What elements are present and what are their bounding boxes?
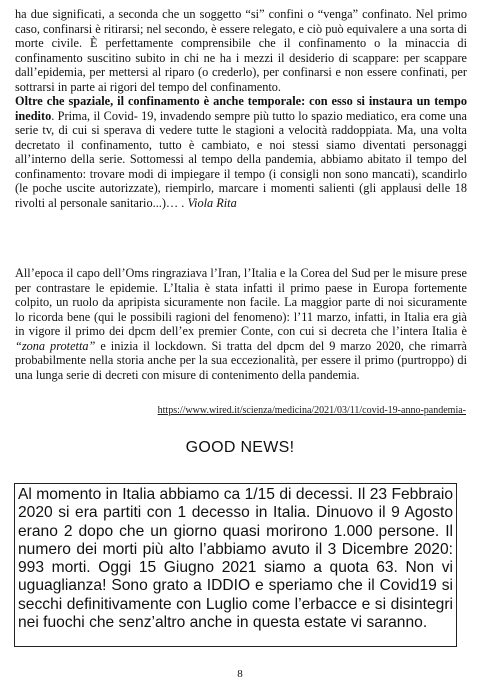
article-paragraph-oms bbox=[15, 266, 467, 382]
paragraph-text: e inizia il lockdown. Si tratta del dpcm del 9 marzo 2020, che rimarrà probabilmente nella storia anche per la sua eccezionalità, per essere il primo (purtroppo) di una lunga serie di decreti con misure di contenimento della pandemia. bbox=[15, 338, 467, 382]
good-news-heading: GOOD NEWS! bbox=[185, 439, 295, 456]
paragraph-text: . Prima, il Covid- 19, invadendo sempre più tutto lo spazio mediatico, era come una serie tv, di cui si sperava di vedere tutte le stagioni a velocità raddoppiata. Ma, una volta decretato il confinamento, tutto è cambiato, e noi stessi siamo diventati personaggi all’interno della serie. Sottomessi al tempo della pandemia, abbiamo abitato il tempo del confinamento: trovare modi di impiegare il tempo (i consigli non sono mancati), scandirlo (le poche uscite autorizzate), riempirlo, marcare i momenti salienti (gli applausi delle 18 rivolti al personale sanitario...)… . bbox=[15, 108, 467, 210]
paragraph-text: ha due significati, a seconda che un soggetto “si” confini o “venga” confinato. Nel primo caso, confinarsi è ritirarsi; nel secondo, è essere relegato, e ciò può equivalere a una sorta di morte civile. È perfettamente comprensibile che il confinamento o la minaccia di confinamento suscitino subito in chi ne ha i mezzi il desiderio di scappare: per scappare dall’epidemia, per mettersi al riparo (o crederlo), per confinarsi e non essere confinati, per sottrarsi in parte ai rigori del tempo del confinamento. bbox=[15, 7, 467, 94]
good-news-text: Al momento in Italia abbiamo ca 1/15 di decessi. Il 23 Febbraio 2020 si era partiti con 1 decesso in Italia. Dinuovo il 9 Agosto erano 2 dopo che un giorno quasi morirono 1.000 persone. Il numero dei morti più alto l’abbiamo avuto il 3 Dicembre 2020: 993 morti. Oggi 15 Giugno 2021 siamo a quota 63. Non vi uguaglianza! Sono grato a IDDIO e speriamo che il Covid19 si secchi definitivamente con Luglio come l’erbacce e si disintegri nei fuochi che senz’altro anche in questa estate vi saranno. bbox=[18, 486, 453, 632]
article-paragraph-confinement bbox=[15, 7, 467, 210]
good-news-box bbox=[14, 483, 457, 647]
bold-statement: Oltre che spaziale, il confinamento è anche temporale: con esso si instaura un tempo inedito bbox=[15, 94, 467, 123]
page-number: 8 bbox=[237, 668, 243, 680]
zona-protetta-quote: “zona protetta” bbox=[15, 338, 96, 353]
author-name: Viola Rita bbox=[187, 195, 237, 210]
source-link[interactable]: https://www.wired.it/scienza/medicina/2021/03/11/covid-19-anno-pandemia- bbox=[157, 405, 466, 416]
paragraph-text: All’epoca il capo dell’Oms ringraziava l’Iran, l’Italia e la Corea del Sud per le misure prese per contrastare le epidemie. L’Italia è stata infatti il primo paese in Europa fortemente colpito, un ruolo da apripista sicuramente non facile. La maggior parte di noi sicuramente lo ricorda bene (qui le possibili ragioni del fenomeno): l’11 marzo, infatti, in Italia era già in vigore il primo dei dpcm dell’ex premier Conte, con cui si decreta che l’intera Italia è bbox=[15, 266, 467, 338]
